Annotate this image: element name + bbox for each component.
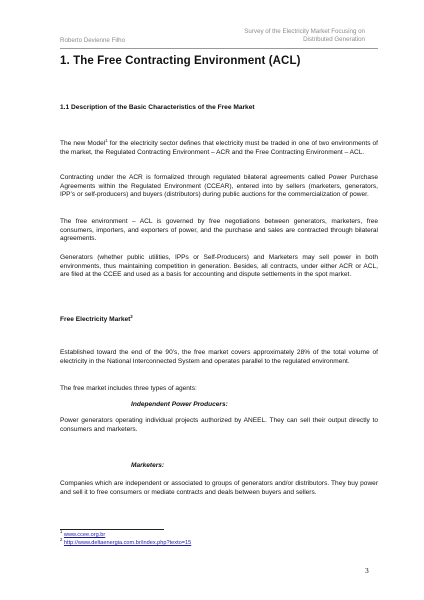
footnote-2-number: 2 bbox=[60, 537, 63, 543]
footnote-rule bbox=[60, 529, 164, 530]
header-survey-line1: Survey of the Electricity Market Focusing on bbox=[244, 28, 365, 35]
paragraph-marketers: Companies which are independent or associated to groups of generators and/or distributors. They buy power and sell it to free consumers or mediate contracts and deals between buyers and sellers. bbox=[60, 480, 378, 496]
subheading-marketers: Marketers: bbox=[131, 462, 165, 469]
paragraph-acl: The free environment – ACL is governed by free negotiations between generators, marketers, free consumers, importers, and exporters of power, and the purchase and sales are contracted through bilateral agreements. bbox=[60, 218, 378, 242]
footnote-2-link[interactable]: http://www.deltaenergia.com.br/index.php?texto=15 bbox=[63, 540, 192, 546]
header-author: Roberto Devienne Filho bbox=[60, 37, 126, 44]
section-heading-free-market bbox=[60, 313, 133, 323]
subheading-ipp: Independent Power Producers: bbox=[131, 401, 228, 408]
header-rule bbox=[60, 48, 378, 49]
paragraph-generators: Generators (whether public utilities, IPPs or Self-Producers) and Marketers may sell power in both environments, thus maintaining competition in generation. Besides, all contracts, under either ACR or ACL, are filed at the CCEE and used as a basis for accounting and dispute settlements in the spot market. bbox=[60, 254, 378, 278]
section-heading-1-1: 1.1 Description of the Basic Characteristics of the Free Market bbox=[60, 104, 255, 111]
paragraph-new-model bbox=[60, 137, 379, 157]
header-survey-line2: Distributed Generation bbox=[303, 36, 365, 43]
paragraph-acr: Contracting under the ACR is formalized through regulated bilateral agreements called Power Purchase Agreements within the Regulated Environment (CCEAR), entered into by sellers (marketers, generators, IPP’s or self-producers) and buyers (distributors) during public auctions for the commercialization of power. bbox=[60, 174, 378, 198]
footnote-1-link[interactable]: www.ccee.org.br bbox=[63, 532, 106, 538]
footnote-ref-1: 1 bbox=[105, 137, 108, 143]
footnote-ref-2: 2 bbox=[130, 313, 133, 319]
header-survey-title bbox=[244, 28, 365, 44]
footnote-1-number: 1 bbox=[60, 529, 63, 535]
footnote-2 bbox=[60, 537, 192, 547]
page-title: 1. The Free Contracting Environment (ACL) bbox=[60, 55, 301, 67]
section-heading-free-market-text: Free Electricity Market bbox=[60, 316, 131, 323]
footnote-1 bbox=[60, 529, 106, 539]
paragraph-established: Established toward the end of the 90’s, the free market covers approximately 28% of the total volume of electricity in the National Interconnected System and operates parallel to the regulated environment. bbox=[60, 349, 378, 365]
paragraph-agent-types: The free market includes three types of agents: bbox=[60, 385, 197, 392]
paragraph-ipp: Power generators operating individual projects authorized by ANEEL. They can sell their output directly to consumers and marketers. bbox=[60, 417, 378, 433]
page-number: 3 bbox=[365, 566, 369, 575]
paragraph-new-model-lead: The new Model bbox=[60, 140, 106, 147]
paragraph-new-model-rest: for the electricity sector defines that electricity must be traded in one of two environments of the market, the Regulated Contracting Environment – ACR and the Free Contracting Environment – ACL. bbox=[60, 140, 379, 156]
